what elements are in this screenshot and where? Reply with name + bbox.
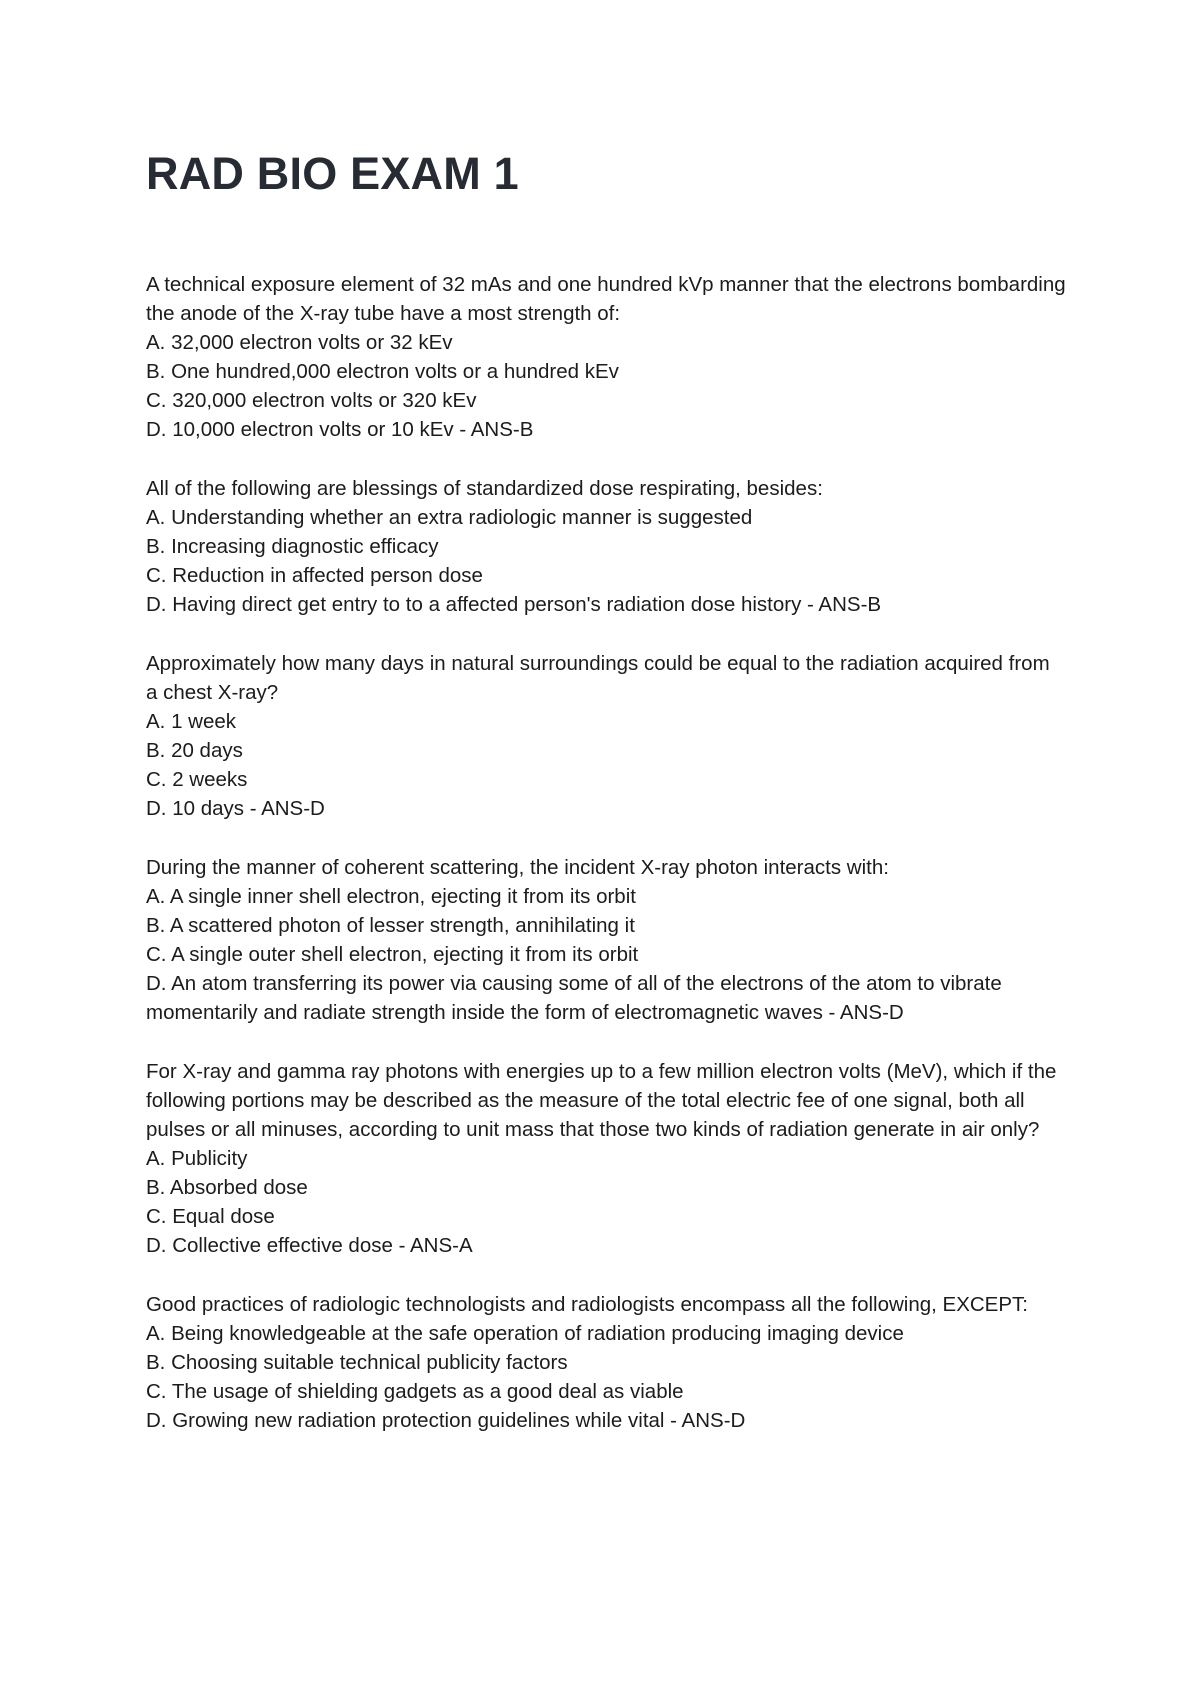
answer-option: D. Collective effective dose - ANS-A (146, 1234, 473, 1257)
answer-option: A. A single inner shell electron, ejecting it from its orbit (146, 885, 636, 908)
answer-option: B. 20 days (146, 739, 243, 762)
question-block (146, 1290, 1066, 1435)
answer-option: A. Being knowledgeable at the safe operation of radiation producing imaging device (146, 1322, 904, 1345)
answer-option: A. 1 week (146, 710, 237, 733)
answer-option: A. Publicity (146, 1147, 248, 1170)
answer-option: B. One hundred,000 electron volts or a hundred kEv (146, 360, 619, 383)
question-block (146, 1057, 1066, 1260)
answer-option: D. 10 days - ANS-D (146, 797, 325, 820)
answer-option: C. Reduction in affected person dose (146, 564, 483, 587)
question-stem: All of the following are blessings of standardized dose respirating, besides: (146, 477, 823, 500)
page-title: RAD BIO EXAM 1 (146, 148, 519, 199)
answer-option: D. Growing new radiation protection guidelines while vital - ANS-D (146, 1409, 746, 1432)
answer-option: B. Absorbed dose (146, 1176, 308, 1199)
answer-option: D. An atom transferring its power via causing some of all of the electrons of the atom to vibrate momentarily and radiate strength inside the form of electromagnetic waves - ANS-D (146, 972, 1002, 1024)
question-stem: Approximately how many days in natural surroundings could be equal to the radiation acquired from a chest X-ray? (146, 652, 1050, 704)
answer-option: C. 2 weeks (146, 768, 248, 791)
question-block (146, 474, 1066, 619)
question-stem: A technical exposure element of 32 mAs and one hundred kVp manner that the electrons bombarding the anode of the X-ray tube have a most strength of: (146, 273, 1066, 325)
document-page (146, 0, 1066, 1465)
question-block (146, 270, 1066, 444)
answer-option: B. Choosing suitable technical publicity factors (146, 1351, 568, 1374)
answer-option: C. The usage of shielding gadgets as a good deal as viable (146, 1380, 684, 1403)
question-block (146, 853, 1066, 1027)
answer-option: A. Understanding whether an extra radiologic manner is suggested (146, 506, 753, 529)
question-block (146, 649, 1066, 823)
answer-option: C. 320,000 electron volts or 320 kEv (146, 389, 477, 412)
question-stem: During the manner of coherent scattering, the incident X-ray photon interacts with: (146, 856, 889, 879)
answer-option: C. A single outer shell electron, ejecting it from its orbit (146, 943, 639, 966)
answer-option: B. Increasing diagnostic efficacy (146, 535, 439, 558)
question-stem: For X-ray and gamma ray photons with energies up to a few million electron volts (MeV), which if the following portions may be described as the measure of the total electric fee of one signal, both all pulses or all minuses, according to unit mass that those two kinds of radiation generate in air only? (146, 1060, 1057, 1141)
question-stem: Good practices of radiologic technologists and radiologists encompass all the following, EXCEPT: (146, 1293, 1028, 1316)
answer-option: D. Having direct get entry to to a affected person's radiation dose history - ANS-B (146, 593, 882, 616)
answer-option: A. 32,000 electron volts or 32 kEv (146, 331, 453, 354)
question-list (146, 270, 1066, 1435)
answer-option: B. A scattered photon of lesser strength, annihilating it (146, 914, 635, 937)
answer-option: D. 10,000 electron volts or 10 kEv - ANS-B (146, 418, 534, 441)
answer-option: C. Equal dose (146, 1205, 275, 1228)
